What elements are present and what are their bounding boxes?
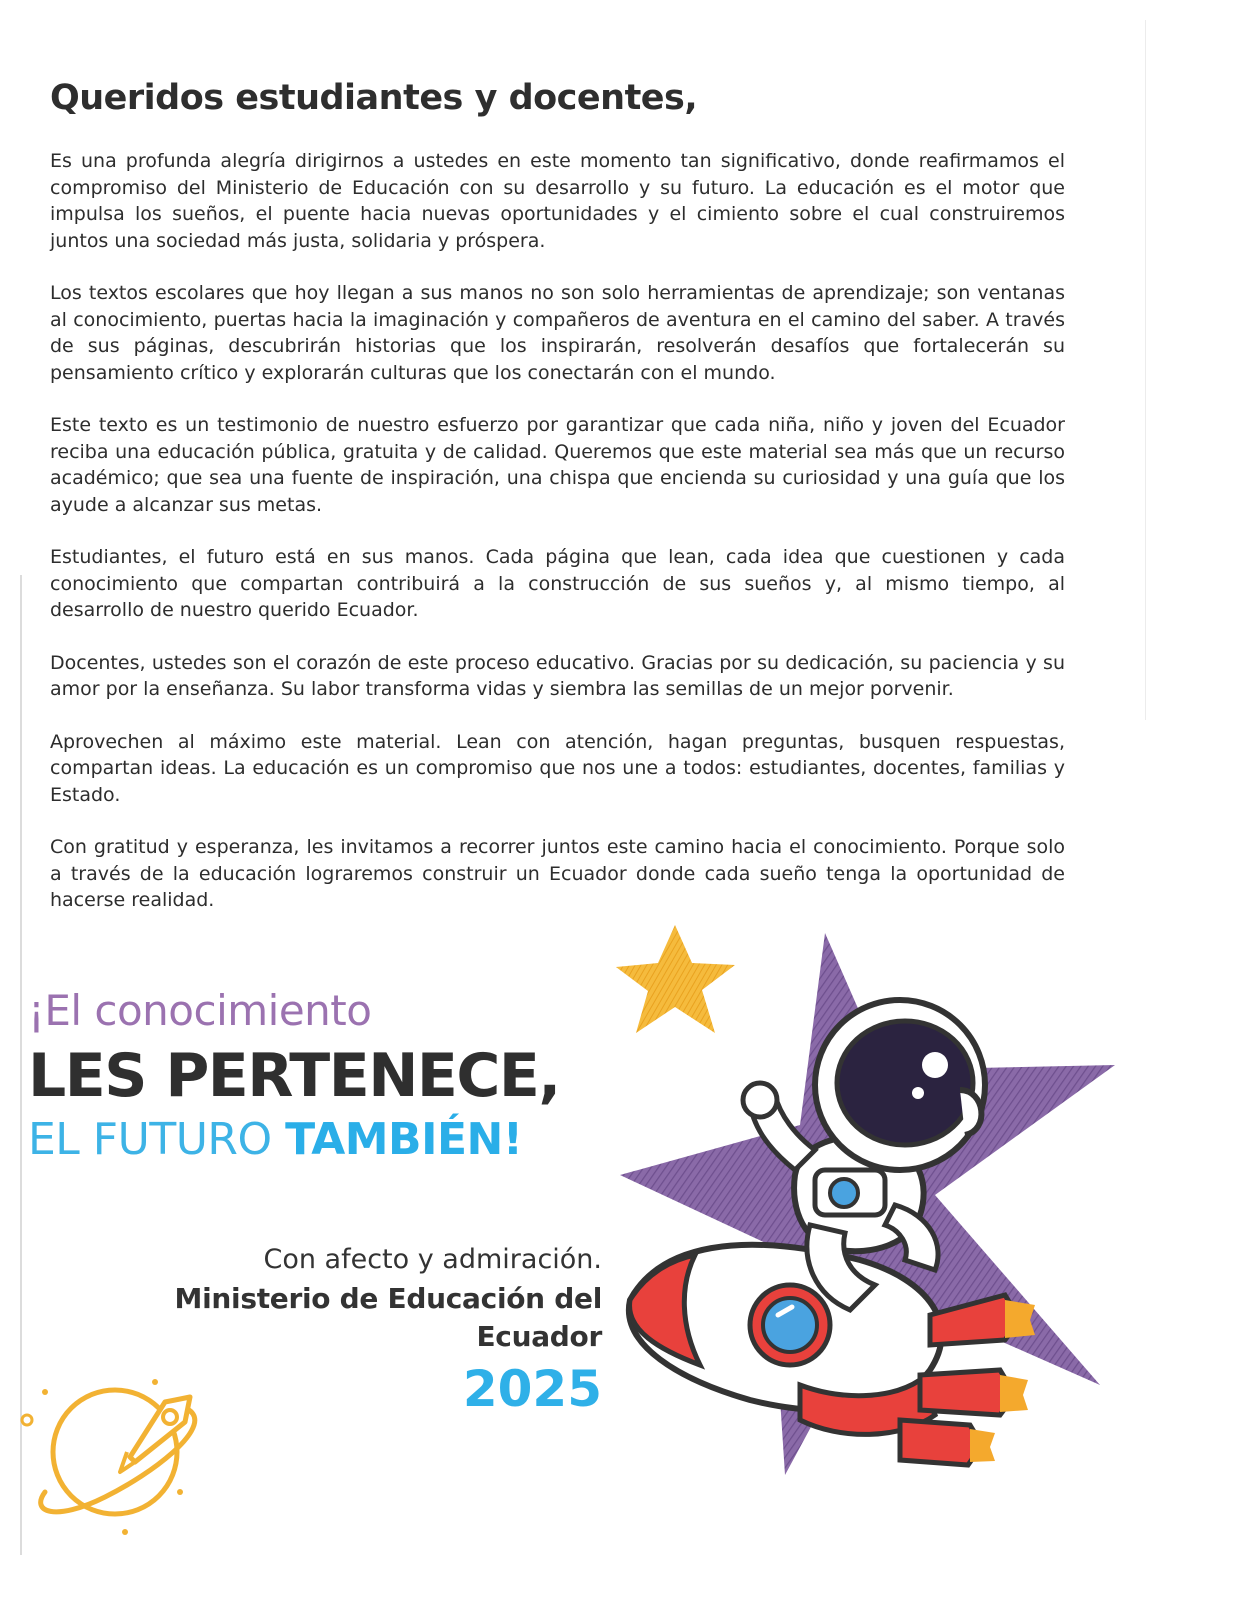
slogan-line-3-regular: EL FUTURO (28, 1114, 286, 1165)
paragraph: Docentes, ustedes son el corazón de este proceso educativo. Gracias por su dedicación, su paciencia y su amor por la enseñanza. Su labor transforma vidas y siembra las semillas de un mejor porvenir. (50, 651, 1065, 700)
gold-star-shape (616, 925, 735, 1033)
closing-line: Con afecto y admiración. (263, 1244, 602, 1275)
paragraph: Estudiantes, el futuro está en sus manos. Cada página que lean, cada idea que cuestionen y cada conocimiento que compartan contribuirá a la construcción de sus sueños y, al mismo tiempo, al desarrollo de nuestro querido Ecuador. (50, 546, 1065, 621)
slogan-line-1: ¡El conocimiento (28, 986, 372, 1035)
letter-heading: Queridos estudiantes y docentes, (50, 78, 698, 118)
slogan-line-2: LES PERTENECE, (28, 1041, 560, 1111)
slogan (28, 985, 668, 1167)
slogan-line-3 (28, 1113, 668, 1167)
letter-body (50, 148, 1065, 940)
paragraph: Los textos escolares que hoy llegan a sus manos no son solo herramientas de aprendizaje; son ventanas al conocimiento, puertas hacia la imaginación y compañeros de aventura en el camino del saber. A través de sus páginas, descubrirán historias que los inspirarán, resolverán desafíos que fortalecerán su pensamiento crítico y explorarán culturas que los conectarán con el mundo. (50, 282, 1065, 384)
astronaut-rocket-illustration (600, 915, 1140, 1515)
year: 2025 (462, 1360, 602, 1418)
organization-name: Ministerio de Educación del Ecuador (174, 1282, 602, 1353)
paragraph: Este texto es un testimonio de nuestro esfuerzo por garantizar que cada niña, niño y joven del Ecuador reciba una educación pública, gratuita y de calidad. Queremos que este material sea más que un recurso académico; que sea una fuente de inspiración, una chispa que encienda su curiosidad y una guía que los ayude a alcanzar sus metas. (50, 414, 1065, 516)
scan-edge (1145, 20, 1146, 720)
paragraph: Es una profunda alegría dirigirnos a ustedes en este momento tan significativo, donde reafirmamos el compromiso del Ministerio de Educación con su desarrollo y su futuro. La educación es el motor que impulsa los sueños, el puente hacia nuevas oportunidades y el cimiento sobre el cual construiremos juntos una sociedad más justa, solidaria y próspera. (50, 150, 1065, 252)
slogan-line-3-bold: TAMBIÉN! (285, 1114, 523, 1165)
planet-rocket-outline-icon (15, 1362, 215, 1542)
paragraph: Aprovechen al máximo este material. Lean con atención, hagan preguntas, busquen respuestas, compartan ideas. La educación es un compromiso que nos une a todos: estudiantes, docentes, familias y Estado. (50, 730, 1065, 806)
paragraph: Con gratitud y esperanza, les invitamos a recorrer juntos este camino hacia el conocimiento. Porque solo a través de la educación lograremos construir un Ecuador donde cada sueño tenga la oportunidad de hacerse realidad. (50, 836, 1065, 911)
